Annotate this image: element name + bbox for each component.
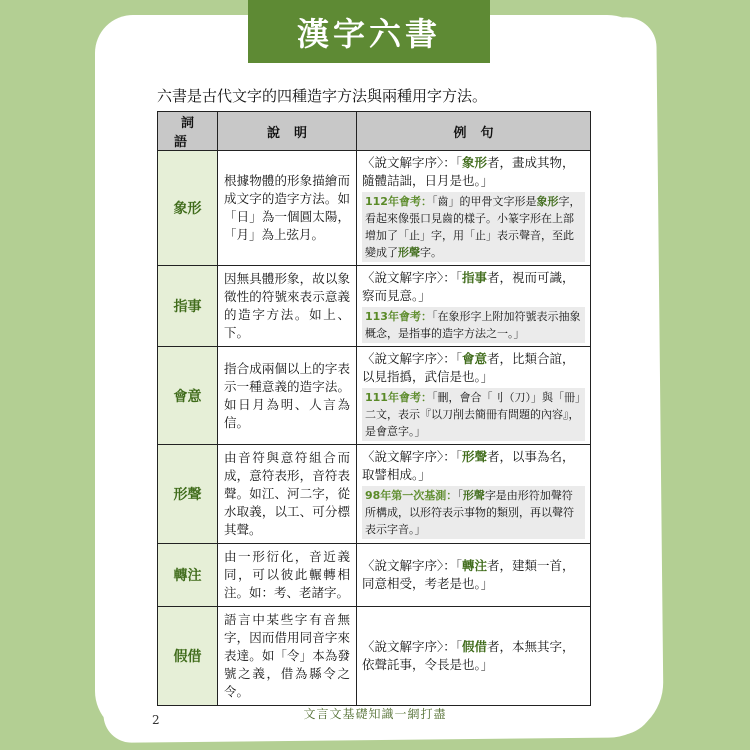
quote-text: 者，視而可識，察而見意。」 xyxy=(362,270,575,303)
quote-term: 轉注 xyxy=(462,558,488,573)
quote-term: 會意 xyxy=(462,351,488,366)
quote-term: 指事 xyxy=(462,270,488,285)
quote-text: 〈說文解字序〉：「 xyxy=(362,270,463,285)
table-header-row xyxy=(158,112,591,151)
classic-quote xyxy=(362,154,585,190)
example-cell xyxy=(357,151,591,266)
exam-highlight: 象形 xyxy=(536,195,559,208)
exam-text: 「齒」的甲骨文字形是 xyxy=(431,195,537,208)
quote-text: 者，以事為名，取譬相成。」 xyxy=(362,449,575,482)
example-cell xyxy=(357,347,591,445)
title-banner xyxy=(248,0,490,63)
quote-text: 〈說文解字序〉：「 xyxy=(362,449,463,464)
quote-text: 者，建類一首，同意相受，考老是也。」 xyxy=(362,558,575,591)
quote-text: 〈說文解字序〉：「 xyxy=(362,155,463,170)
example-cell xyxy=(357,607,591,706)
exam-highlight: 形聲 xyxy=(462,489,485,502)
classic-quote xyxy=(362,557,585,593)
exam-text: 「 xyxy=(457,489,463,502)
quote-term: 象形 xyxy=(462,155,488,170)
exam-highlight: 形聲 xyxy=(398,246,420,259)
table-row xyxy=(158,544,591,607)
term-cell: 轉注 xyxy=(158,544,218,607)
term-cell: 會意 xyxy=(158,347,218,445)
exam-label: 113年會考： xyxy=(365,310,432,323)
quote-text: 者，本無其字，依聲託事，令長是也。」 xyxy=(362,639,575,672)
quote-text: 〈說文解字序〉：「 xyxy=(362,639,463,654)
quote-term: 假借 xyxy=(462,639,488,654)
example-cell xyxy=(357,266,591,347)
term-cell: 象形 xyxy=(158,151,218,266)
exam-reference xyxy=(362,307,585,343)
term-cell: 形聲 xyxy=(158,445,218,544)
page-number: 2 xyxy=(152,713,160,727)
header-term: 詞語 xyxy=(158,112,218,151)
exam-text: 字，看起來像張口見齒的樣子。小篆字形在上部增加了「止」字，用「止」表示聲音，至此變成了 xyxy=(365,195,581,259)
exam-label: 112年會考： xyxy=(365,195,432,208)
classic-quote xyxy=(362,638,585,674)
classic-quote xyxy=(362,448,585,484)
table-row xyxy=(158,445,591,544)
description-cell: 指合成兩個以上的字表示一種意義的造字法。如日月為明、人言為信。 xyxy=(218,347,357,445)
example-cell xyxy=(357,445,591,544)
table-row xyxy=(158,151,591,266)
quote-term: 形聲 xyxy=(462,449,488,464)
description-cell: 因無具體形象，故以象徵性的符號來表示意義的造字方法。如上、下。 xyxy=(218,266,357,347)
quote-text: 者，比類合誼，以見指撝，武信是也。」 xyxy=(362,351,575,384)
exam-reference xyxy=(362,486,585,539)
exam-text: 字。 xyxy=(420,246,442,259)
classic-quote xyxy=(362,350,585,386)
exam-label: 98年第一次基測： xyxy=(365,489,458,502)
description-cell: 由一形衍化，音近義同，可以彼此輾轉相注。如：考、老諸字。 xyxy=(218,544,357,607)
table-row xyxy=(158,266,591,347)
page-title: 漢字六書 xyxy=(296,14,441,53)
header-example: 例句 xyxy=(357,112,591,151)
table-row xyxy=(158,347,591,445)
quote-text: 者，畫成其物，隨體詰詘，日月是也。」 xyxy=(362,155,575,188)
quote-text: 〈說文解字序〉：「 xyxy=(362,351,463,366)
term-cell: 假借 xyxy=(158,607,218,706)
header-description: 說明 xyxy=(218,112,357,151)
exam-text: 「刪，會合「刂（刀）」與「冊」二文，表示『以刀削去簡冊有問題的內容』，是會意字。」 xyxy=(365,391,581,438)
exam-reference xyxy=(362,388,585,441)
quote-text: 〈說文解字序〉：「 xyxy=(362,558,463,573)
description-cell: 語言中某些字有音無字，因而借用同音字來表達。如「令」本為發號之義，借為縣令之令。 xyxy=(218,607,357,706)
description-cell: 根據物體的形象描繪而成文字的造字方法。如「日」為一個圓太陽，「月」為上弦月。 xyxy=(218,151,357,266)
six-scripts-table xyxy=(157,111,591,706)
exam-text: 字是由形符加聲符所構成，以形符表示事物的類別，再以聲符表示字音。」 xyxy=(365,489,574,536)
example-cell xyxy=(357,544,591,607)
table-row xyxy=(158,607,591,706)
classic-quote xyxy=(362,269,585,305)
intro-text: 六書是古代文字的四種造字方法與兩種用字方法。 xyxy=(157,87,488,105)
exam-label: 111年會考： xyxy=(365,391,432,404)
footer-text: 文言文基礎知識一網打盡 xyxy=(303,707,447,721)
description-cell: 由音符與意符組合而成，意符表形，音符表聲。如江、河二字，從水取義，以工、可分標其聲。 xyxy=(218,445,357,544)
term-cell: 指事 xyxy=(158,266,218,347)
exam-reference xyxy=(362,192,585,262)
exam-text: 「在象形字上附加符號表示抽象概念，是指事的造字方法之一。」 xyxy=(365,310,581,340)
